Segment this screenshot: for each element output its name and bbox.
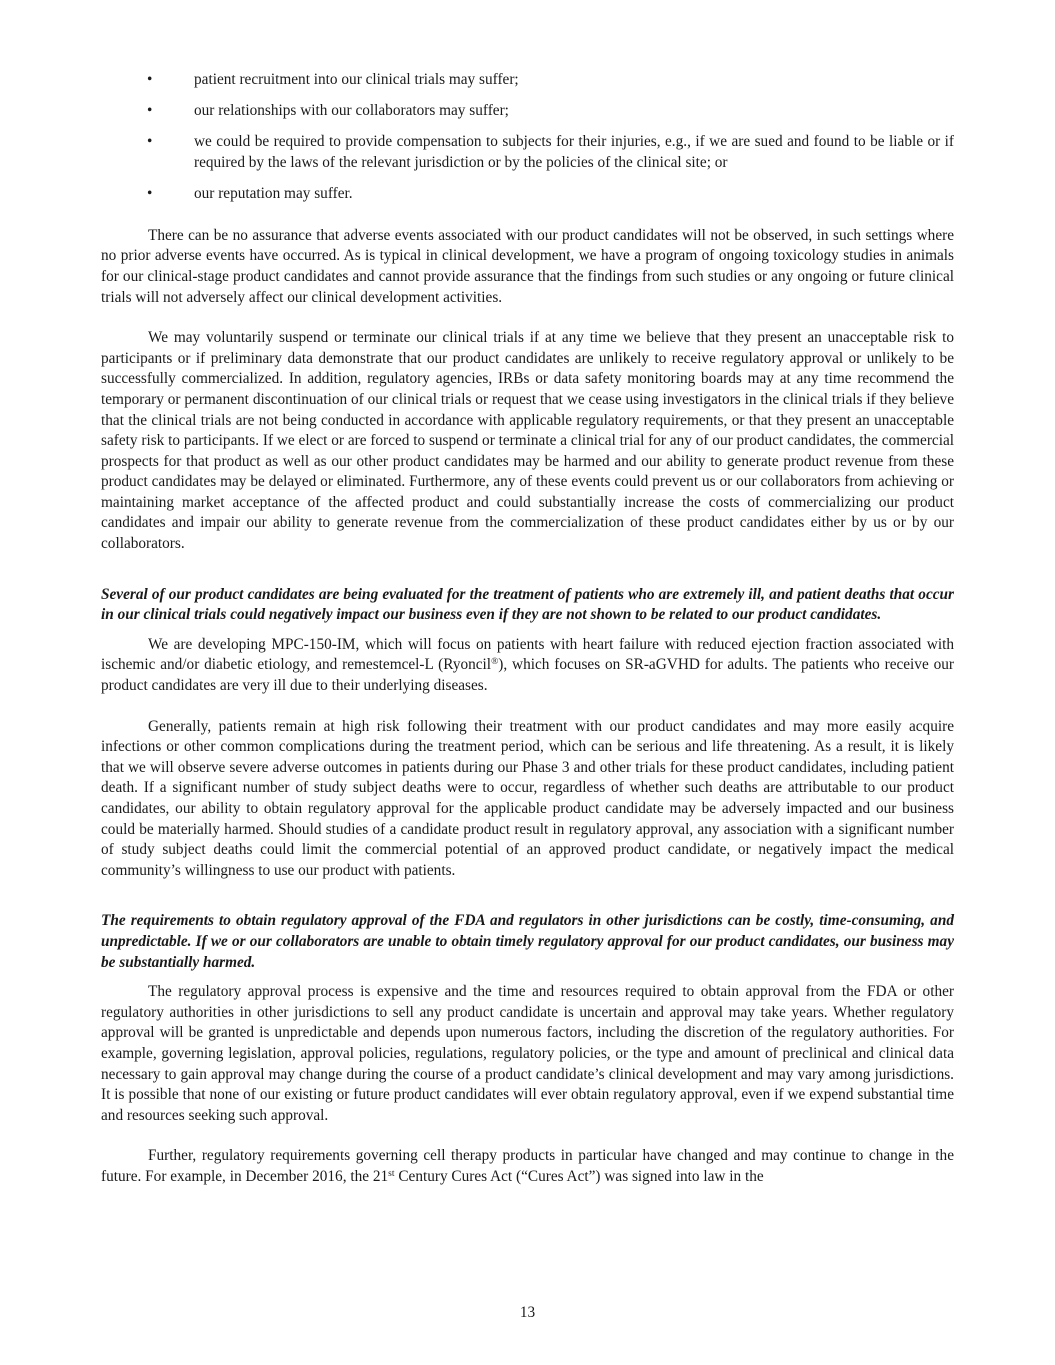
paragraph-high-risk-patients: Generally, patients remain at high risk following their treatment with our product candidates and may more easily acquire infections or other common complications during the treatment period, which can be serious and life threatening. As a result, it is likely that we will observe severe adverse outcomes in patients during our Phase 3 and other trials for these product candidates, including patient death. If a significant number of study subject deaths were to occur, regardless of whether such deaths are attributable to our product candidates, our ability to obtain regulatory approval for the applicable product candidate may be adversely impacted and our business could be materially harmed. Should studies of a candidate product result in regulatory approval, any association with a significant number of study subject deaths could limit the commercial potential of an approved product candidate, or negatively impact the medical community’s willingness to use our product with patients. xyxy=(101,717,954,879)
paragraph-cell-therapy-requirements xyxy=(101,1146,954,1187)
paragraph-text: ), which focuses on SR-aGVHD for adults. The patients who receive our product candidates are very ill due to their underlying diseases. xyxy=(101,656,954,695)
ordinal-suffix: st xyxy=(388,1168,395,1179)
document-body xyxy=(101,70,954,1188)
section-heading-patient-deaths: Several of our product candidates are being evaluated for the treatment of patients who are extremely ill, and patient deaths that occur in our clinical trials could negatively impact our business even if they are not shown to be related to our product candidates. xyxy=(101,585,954,624)
bullet-text: we could be required to provide compensation to subjects for their injuries, e.g., if we are sued and found to be liable or if required by the laws of the relevant jurisdiction or by the policies of the clinical site; or xyxy=(194,133,954,171)
bullet-icon: • xyxy=(147,102,153,120)
bullet-text: our relationships with our collaborators may suffer; xyxy=(194,102,509,120)
bullet-item xyxy=(101,132,954,173)
paragraph-text: We are developing MPC-150-IM, which will focus on patients with heart failure with reduced ejection fraction associated with ischemic and/or diabetic etiology, and remestemcel-L (Ryoncil xyxy=(101,635,954,674)
paragraph-text: Century Cures Act (“Cures Act”) was signed into law in the xyxy=(394,1167,764,1185)
bullet-text: our reputation may suffer. xyxy=(194,185,353,203)
paragraph-adverse-events: There can be no assurance that adverse events associated with our product candidates will not be observed, in such settings where no prior adverse events have occurred. As is typical in clinical development, we have a program of ongoing toxicology studies in animals for our clinical-stage product candidates and cannot provide assurance that the findings from such studies or any ongoing or future clinical trials will not adversely affect our clinical development activities. xyxy=(101,226,954,306)
paragraph-text: Further, regulatory requirements governing cell therapy products in particular have changed and may continue to change in the future. For example, in December 2016, the 21 xyxy=(101,1147,954,1185)
bullet-text: patient recruitment into our clinical trials may suffer; xyxy=(194,71,519,88)
bullet-item xyxy=(101,101,954,122)
bullet-item xyxy=(101,184,954,205)
bullet-icon: • xyxy=(147,185,153,203)
bullet-icon: • xyxy=(147,71,153,88)
bullet-icon: • xyxy=(147,133,153,151)
page-number: 13 xyxy=(519,1304,536,1321)
paragraph-suspend-trials: We may voluntarily suspend or terminate our clinical trials if at any time we believe that they present an unacceptable risk to participants or if preliminary data demonstrate that our product candidates are unlikely to receive regulatory approval or unlikely to be successfully commercialized. In addition, regulatory agencies, IRBs or data safety monitoring boards may at any time recommend the temporary or permanent discontinuation of our clinical trials or request that we cease using investigators in the clinical trials if they believe that the clinical trials are not being conducted in accordance with applicable regulatory requirements, or that they present an unacceptable safety risk to participants. If we elect or are forced to suspend or terminate a clinical trial for any of our product candidates, the commercial prospects for that product as well as our other product candidates may be harmed and our ability to generate product revenue from these product candidates may be delayed or eliminated. Furthermore, any of these events could prevent us or our collaborators from achieving or maintaining market acceptance of the affected product and could substantially increase the costs of commercializing our product candidates and impair our ability to generate revenue from the commercialization of these product candidates either by us or by our collaborators. xyxy=(101,329,954,553)
section-heading-regulatory-approval: The requirements to obtain regulatory approval of the FDA and regulators in other jurisdictions can be costly, time-consuming, and unpredictable. If we or our collaborators are unable to obtain timely regulatory approval for our product candidates, our business may be substantially harmed. xyxy=(101,912,954,971)
paragraph-developing-products xyxy=(101,635,954,697)
bullet-item xyxy=(101,70,954,91)
registered-mark: ® xyxy=(491,657,499,668)
paragraph-approval-process: The regulatory approval process is expensive and the time and resources required to obtain approval from the FDA or other regulatory authorities in other jurisdictions to sell any product candidate is uncertain and approval may take years. Whether regulatory approval will be granted is unpredictable and depends upon numerous factors, including the discretion of the regulatory authorities. For example, governing legislation, approval policies, regulations, regulatory policies, or the type and amount of preclinical and clinical data necessary to gain approval may change during the course of a product candidate’s clinical development and may vary among jurisdictions. It is possible that none of our existing or future product candidates will ever obtain regulatory approval, even if we expend substantial time and resources seeking such approval. xyxy=(101,983,954,1124)
